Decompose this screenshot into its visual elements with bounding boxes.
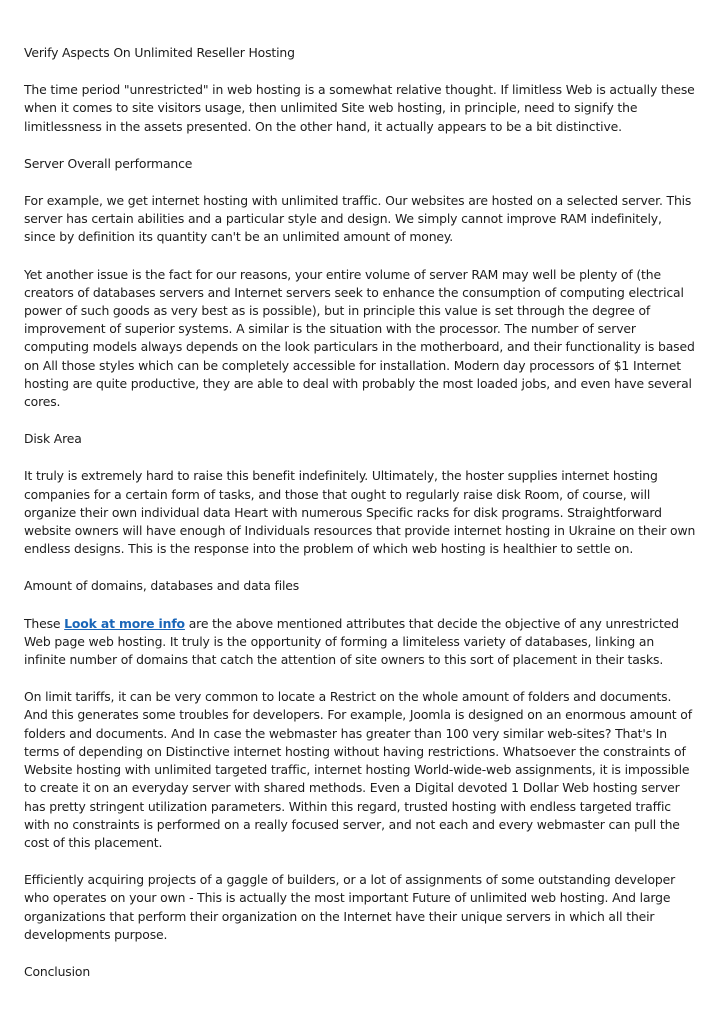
section-heading-server-performance: Server Overall performance bbox=[24, 155, 193, 171]
domains-paragraph-1 bbox=[24, 615, 696, 670]
section-heading-disk-area: Disk Area bbox=[24, 431, 82, 447]
domains-paragraph-3: Efficiently acquiring projects of a gaggle of builders, or a lot of assignments of some outstanding developer who operates on your own - This is actually the most important Future of unlimited web hosting. And large organizations that perform their organization on the Internet have their unique servers in which all their developments purpose. bbox=[24, 872, 676, 942]
domains-paragraph-1-before: These bbox=[24, 615, 65, 631]
document-body bbox=[24, 44, 696, 1000]
document-title: Verify Aspects On Unlimited Reseller Hosting bbox=[24, 45, 295, 60]
server-paragraph-1: For example, we get internet hosting with unlimited traffic. Our websites are hosted on a selected server. This server has certain abilities and a particular style and design. We simply cannot improve RAM indefinitely, since by definition its quantity can't be an unlimited amount of money. bbox=[24, 193, 692, 245]
section-heading-domains: Amount of domains, databases and data files bbox=[24, 578, 300, 594]
conclusion-heading: Conclusion bbox=[24, 963, 91, 979]
intro-paragraph: The time period "unrestricted" in web hosting is a somewhat relative thought. If limitless Web is actually these when it comes to site visitors usage, then unlimited Site web hosting, in principle, need to signify the limitlessness in the assets presented. On the other hand, it actually appears to be a bit distinctive. bbox=[24, 82, 695, 134]
domains-paragraph-1-after: are the above mentioned attributes that decide the objective of any unrestricted Web page web hosting. It truly is the opportunity of forming a limiteless variety of databases, linking an infinite number of domains that catch the attention of site owners to this sort of placement in their tasks. bbox=[24, 615, 679, 668]
disk-paragraph-1: It truly is extremely hard to raise this benefit indefinitely. Ultimately, the hoster supplies internet hosting companies for a certain form of tasks, and those that ought to regularly raise disk Room, of course, will organize their own individual data Heart with numerous Specific racks for disk programs. Straightforward website owners will have enough of Individuals resources that provide internet hosting in Ukraine on their own endless designs. This is the response into the problem of which web hosting is healthier to settle on. bbox=[24, 468, 696, 557]
look-at-more-info-link[interactable]: Look at more info bbox=[64, 615, 185, 631]
server-paragraph-2: Yet another issue is the fact for our reasons, your entire volume of server RAM may well be plenty of (the creators of databases servers and Internet servers seek to enhance the consumption of computing electrical power of such goods as very best as is possible), but in principle this value is set through the degree of improvement of superior systems. A similar is the situation with the processor. The number of server computing models always depends on the look particulars in the motherboard, and their functionality is based on All those styles which can be completely accessible for installation. Modern day processors of $1 Internet hosting are quite productive, they are able to deal with probably the most loaded jobs, and even have several cores. bbox=[24, 266, 695, 410]
domains-paragraph-2: On limit tariffs, it can be very common to locate a Restrict on the whole amount of folders and documents. And this generates some troubles for developers. For example, Joomla is designed on an enormous amount of folders and documents. And In case the webmaster has greater than 100 very similar web-sites? That's In terms of depending on Distinctive internet hosting without having restrictions. Whatsoever the constraints of Website hosting with unlimited targeted traffic, internet hosting World-wide-web assignments, it is impossible to create it on an everyday server with shared methods. Even a Digital devoted 1 Dollar Web hosting server has pretty stringent utilization parameters. Within this regard, trusted hosting with endless targeted traffic with no constraints is performed on a really focused server, and not each and every webmaster can pull the cost of this placement. bbox=[24, 689, 692, 850]
